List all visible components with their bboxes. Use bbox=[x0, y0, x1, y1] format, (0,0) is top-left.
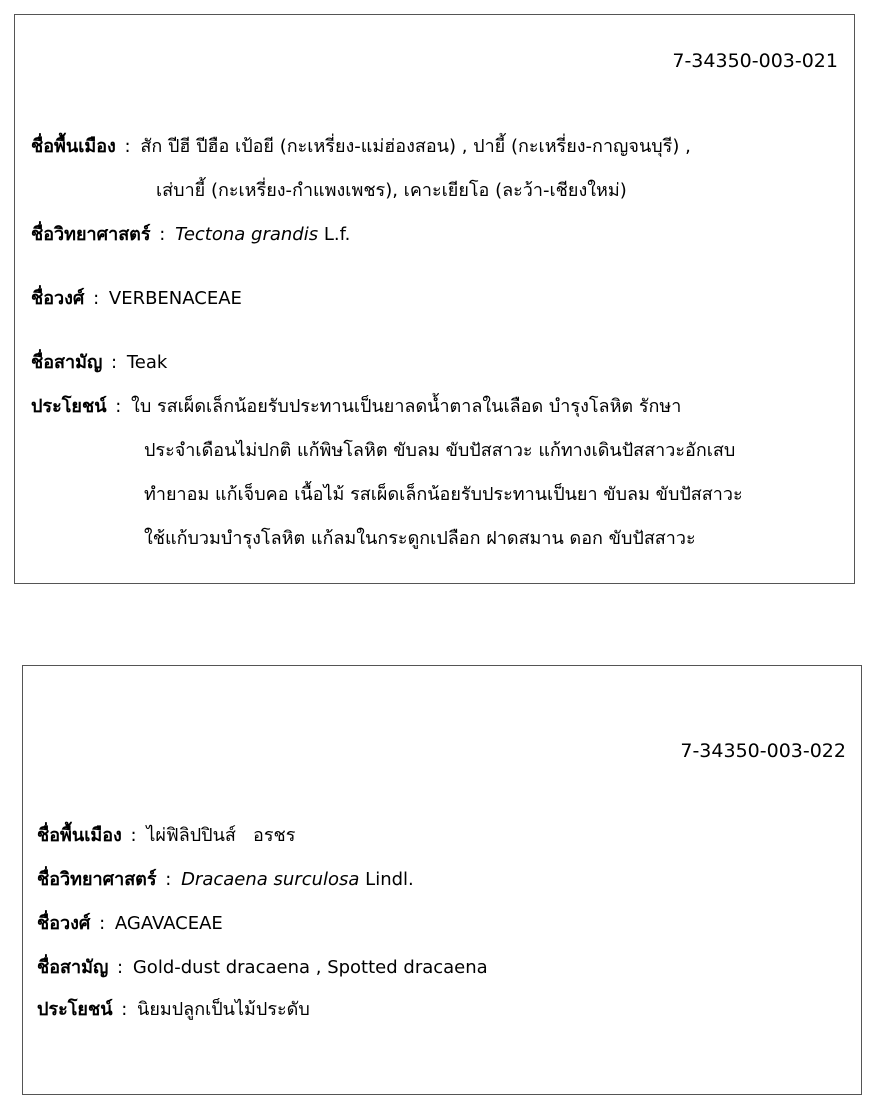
specimen-code: 7-34350-003-022 bbox=[680, 740, 846, 762]
local-name-value: ไผ่ฟิลิปปินส์ อรชร bbox=[146, 825, 296, 846]
family-label: ชื่อวงศ์ bbox=[31, 288, 85, 309]
plant-card bbox=[22, 665, 862, 1095]
scientific-name-row: ชื่อวิทยาศาสตร์ : Dracaena surculosa Lindl. bbox=[37, 869, 414, 890]
uses-line-2: ประจำเดือนไม่ปกติ แก้พิษโลหิต ขับลม ขับปัสสาวะ แก้ทางเดินปัสสาวะอักเสบ bbox=[144, 440, 736, 461]
uses-line-1: ใบ รสเผ็ดเล็กน้อยรับประทานเป็นยาลดน้ำตาลในเลือด บำรุงโลหิต รักษา bbox=[131, 396, 682, 417]
family-label: ชื่อวงศ์ bbox=[37, 913, 91, 934]
local-name-line-1: สัก ปีฮี ปีฮือ เป้อยี (กะเหรี่ยง-แม่ฮ่องสอน) , ปายี้ (กะเหรี่ยง-กาญจนบุรี) , bbox=[140, 136, 691, 157]
common-name-value: Teak bbox=[126, 352, 168, 373]
family-value: AGAVACEAE bbox=[114, 913, 223, 934]
uses-label: ประโยชน์ bbox=[37, 999, 113, 1020]
uses-line-3: ทำยาอม แก้เจ็บคอ เนื้อไม้ รสเผ็ดเล็กน้อยรับประทานเป็นยา ขับลม ขับปัสสาวะ bbox=[144, 484, 743, 505]
specimen-code: 7-34350-003-021 bbox=[672, 50, 838, 72]
common-name-value: Gold-dust dracaena , Spotted dracaena bbox=[132, 957, 488, 978]
common-name-row: ชื่อสามัญ : Teak bbox=[31, 352, 168, 373]
family-value: VERBENACEAE bbox=[108, 288, 242, 309]
common-name-row: ชื่อสามัญ : Gold-dust dracaena , Spotted dracaena bbox=[37, 957, 488, 978]
local-name-label: ชื่อพื้นเมือง bbox=[37, 825, 122, 846]
common-name-label: ชื่อสามัญ bbox=[31, 352, 103, 373]
local-name-line-2: เส่บายี้ (กะเหรี่ยง-กำแพงเพชร), เคาะเยียโอ (ละว้า-เชียงใหม่) bbox=[156, 180, 627, 201]
common-name-label: ชื่อสามัญ bbox=[37, 957, 109, 978]
uses-row: ประโยชน์ : ใบ รสเผ็ดเล็กน้อยรับประทานเป็นยาลดน้ำตาลในเลือด บำรุงโลหิต รักษา bbox=[31, 396, 682, 417]
family-row: ชื่อวงศ์ : AGAVACEAE bbox=[37, 913, 223, 934]
plant-card bbox=[14, 14, 855, 584]
scientific-name-label: ชื่อวิทยาศาสตร์ bbox=[37, 869, 157, 890]
scientific-name-italic: Tectona grandis bbox=[175, 224, 319, 245]
family-row: ชื่อวงศ์ : VERBENACEAE bbox=[31, 288, 242, 309]
scientific-name-row: ชื่อวิทยาศาสตร์ : Tectona grandis L.f. bbox=[31, 224, 351, 245]
uses-value: นิยมปลูกเป็นไม้ประดับ bbox=[137, 999, 310, 1020]
local-name-row: ชื่อพื้นเมือง : สัก ปีฮี ปีฮือ เป้อยี (กะเหรี่ยง-แม่ฮ่องสอน) , ปายี้ (กะเหรี่ยง-กาญจนบุรี) , bbox=[31, 136, 691, 157]
local-name-row: ชื่อพื้นเมือง : ไผ่ฟิลิปปินส์ อรชร bbox=[37, 825, 296, 846]
uses-row: ประโยชน์ : นิยมปลูกเป็นไม้ประดับ bbox=[37, 999, 310, 1020]
uses-label: ประโยชน์ bbox=[31, 396, 107, 417]
scientific-name-label: ชื่อวิทยาศาสตร์ bbox=[31, 224, 151, 245]
uses-line-4: ใช้แก้บวมบำรุงโลหิต แก้ลมในกระดูกเปลือก ฝาดสมาน ดอก ขับปัสสาวะ bbox=[144, 528, 696, 549]
scientific-name-author: Lindl. bbox=[365, 869, 414, 890]
local-name-label: ชื่อพื้นเมือง bbox=[31, 136, 116, 157]
scientific-name-italic: Dracaena surculosa bbox=[181, 869, 360, 890]
scientific-name-author: L.f. bbox=[323, 224, 351, 245]
